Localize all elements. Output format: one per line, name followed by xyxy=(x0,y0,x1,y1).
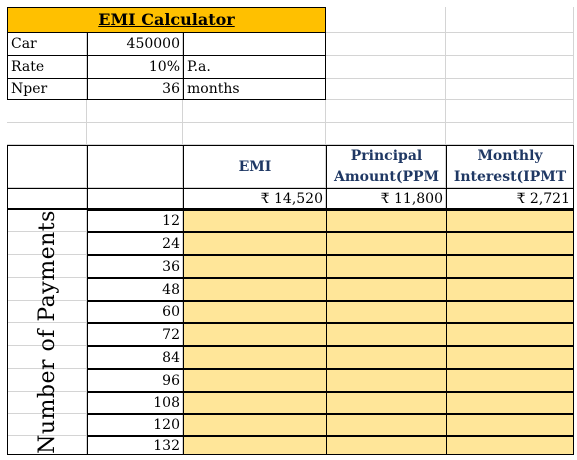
payment-count: 12 xyxy=(87,210,183,232)
emi-header: EMI xyxy=(183,145,326,188)
emi-cell[interactable] xyxy=(183,346,326,369)
principal-cell[interactable] xyxy=(326,436,446,455)
grid-cell[interactable] xyxy=(446,33,574,56)
principal-cell[interactable] xyxy=(326,278,446,301)
blank-cell[interactable] xyxy=(326,7,446,33)
input-value-car[interactable]: 450000 xyxy=(87,33,183,56)
payment-count: 24 xyxy=(87,232,183,255)
principal-cell[interactable] xyxy=(326,392,446,414)
grid-cell[interactable] xyxy=(7,100,87,123)
emi-cell[interactable] xyxy=(183,414,326,436)
grid-cell[interactable] xyxy=(326,123,446,145)
grid-cell[interactable] xyxy=(183,123,326,145)
payment-count: 72 xyxy=(87,323,183,346)
principal-cell[interactable] xyxy=(326,369,446,392)
calculator-title: EMI Calculator xyxy=(7,7,326,33)
emi-cell[interactable] xyxy=(183,210,326,232)
interest-header: Monthly Interest(IPMT xyxy=(446,145,574,188)
payment-count: 132 xyxy=(87,436,183,455)
grid-cell[interactable] xyxy=(446,79,574,100)
grid-cell[interactable] xyxy=(446,100,574,123)
input-label-car: Car xyxy=(7,33,87,56)
grid-cell[interactable] xyxy=(446,7,574,33)
emi-cell[interactable] xyxy=(183,323,326,346)
payments-axis-text: Number of Payments xyxy=(34,210,60,454)
emi-cell[interactable] xyxy=(183,232,326,255)
principal-cell[interactable] xyxy=(326,232,446,255)
payment-count: 84 xyxy=(87,346,183,369)
principal-cell[interactable] xyxy=(326,301,446,323)
interest-cell[interactable] xyxy=(446,414,574,436)
header-blank xyxy=(87,145,183,188)
emi-cell[interactable] xyxy=(183,278,326,301)
interest-cell[interactable] xyxy=(446,323,574,346)
grid-cell[interactable] xyxy=(326,56,446,79)
grid-cell[interactable] xyxy=(183,100,326,123)
grid-cell[interactable] xyxy=(446,56,574,79)
interest-cell[interactable] xyxy=(446,301,574,323)
interest-cell[interactable] xyxy=(446,278,574,301)
input-value-nper[interactable]: 36 xyxy=(87,79,183,100)
emi-cell[interactable] xyxy=(183,255,326,278)
emi-cell[interactable] xyxy=(183,392,326,414)
input-label-rate: Rate xyxy=(7,56,87,79)
payment-count: 48 xyxy=(87,278,183,301)
emi-cell[interactable] xyxy=(183,301,326,323)
emi-value: ₹ 14,520 xyxy=(183,188,326,210)
interest-value: ₹ 2,721 xyxy=(446,188,574,210)
grid-cell[interactable] xyxy=(326,33,446,56)
principal-cell[interactable] xyxy=(326,323,446,346)
grid-cell[interactable] xyxy=(7,123,87,145)
principal-cell[interactable] xyxy=(326,346,446,369)
principal-cell[interactable] xyxy=(326,255,446,278)
values-blank xyxy=(7,188,87,210)
interest-cell[interactable] xyxy=(446,369,574,392)
payment-count: 108 xyxy=(87,392,183,414)
principal-cell[interactable] xyxy=(326,414,446,436)
input-unit-car xyxy=(183,33,326,56)
input-unit-nper: months xyxy=(183,79,326,100)
emi-cell[interactable] xyxy=(183,436,326,455)
grid-cell[interactable] xyxy=(326,79,446,100)
grid-cell[interactable] xyxy=(87,100,183,123)
input-value-rate[interactable]: 10% xyxy=(87,56,183,79)
interest-cell[interactable] xyxy=(446,392,574,414)
payments-axis-label xyxy=(7,210,87,455)
principal-header: Principal Amount(PPM xyxy=(326,145,446,188)
grid-cell[interactable] xyxy=(87,123,183,145)
payment-count: 120 xyxy=(87,414,183,436)
interest-cell[interactable] xyxy=(446,232,574,255)
payment-count: 96 xyxy=(87,369,183,392)
emi-cell[interactable] xyxy=(183,369,326,392)
values-blank xyxy=(87,188,183,210)
payment-count: 60 xyxy=(87,301,183,323)
input-label-nper: Nper xyxy=(7,79,87,100)
principal-value: ₹ 11,800 xyxy=(326,188,446,210)
grid-cell[interactable] xyxy=(446,123,574,145)
interest-cell[interactable] xyxy=(446,346,574,369)
interest-cell[interactable] xyxy=(446,210,574,232)
payment-count: 36 xyxy=(87,255,183,278)
interest-cell[interactable] xyxy=(446,436,574,455)
grid-cell[interactable] xyxy=(326,100,446,123)
principal-cell[interactable] xyxy=(326,210,446,232)
interest-cell[interactable] xyxy=(446,255,574,278)
header-blank xyxy=(7,145,87,188)
input-unit-rate: P.a. xyxy=(183,56,326,79)
